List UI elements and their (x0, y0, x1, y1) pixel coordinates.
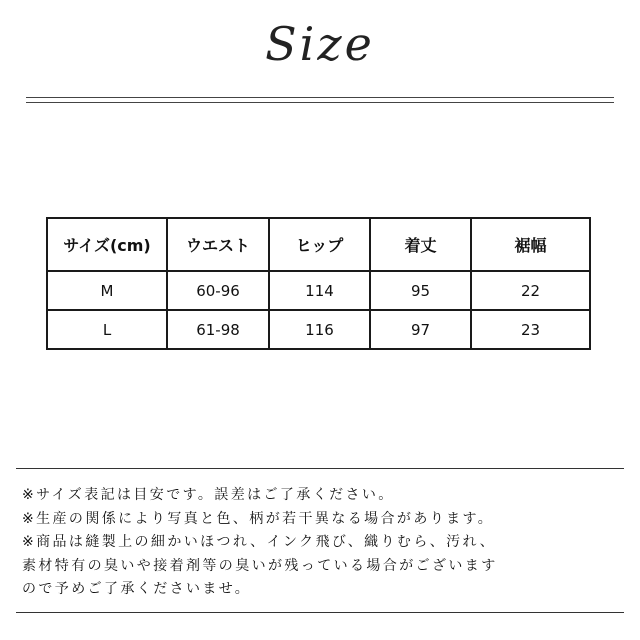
cell-size: L (47, 310, 167, 349)
note-line: ※商品は縫製上の細かいほつれ、インク飛び、織りむら、汚れ、 (22, 534, 497, 550)
cell-length: 97 (370, 310, 471, 349)
table-row (47, 271, 590, 310)
note-line: ※サイズ表記は目安です。誤差はご了承ください。 (22, 487, 395, 503)
header-size: サイズ(cm) (47, 218, 167, 271)
notes-divider-bottom (16, 612, 624, 613)
cell-length: 95 (370, 271, 471, 310)
cell-hem-width: 22 (471, 271, 590, 310)
note-line: ので予めご了承くださいませ。 (22, 581, 252, 597)
cell-waist: 61-98 (167, 310, 269, 349)
note-line: ※生産の関係により写真と色、柄が若干異なる場合があります。 (22, 510, 495, 527)
header-waist: ウエスト (167, 218, 269, 271)
notes-divider-top (16, 468, 624, 469)
header-hem-width: 裾幅 (471, 218, 590, 271)
header-length: 着丈 (370, 218, 471, 271)
title-divider-bottom (26, 102, 614, 103)
title-divider-top (26, 97, 614, 98)
cell-hip: 114 (269, 271, 370, 310)
page-title: Size (265, 17, 375, 71)
cell-hip: 116 (269, 310, 370, 349)
notes-list (22, 484, 632, 602)
cell-hem-width: 23 (471, 310, 590, 349)
table-header-row (47, 218, 590, 271)
table-row (47, 310, 590, 349)
size-table (46, 217, 591, 350)
note-line: 素材特有の臭いや接着剤等の臭いが残っている場合がございます (22, 557, 498, 574)
cell-size: M (47, 271, 167, 310)
header-hip: ヒップ (269, 218, 370, 271)
cell-waist: 60-96 (167, 271, 269, 310)
